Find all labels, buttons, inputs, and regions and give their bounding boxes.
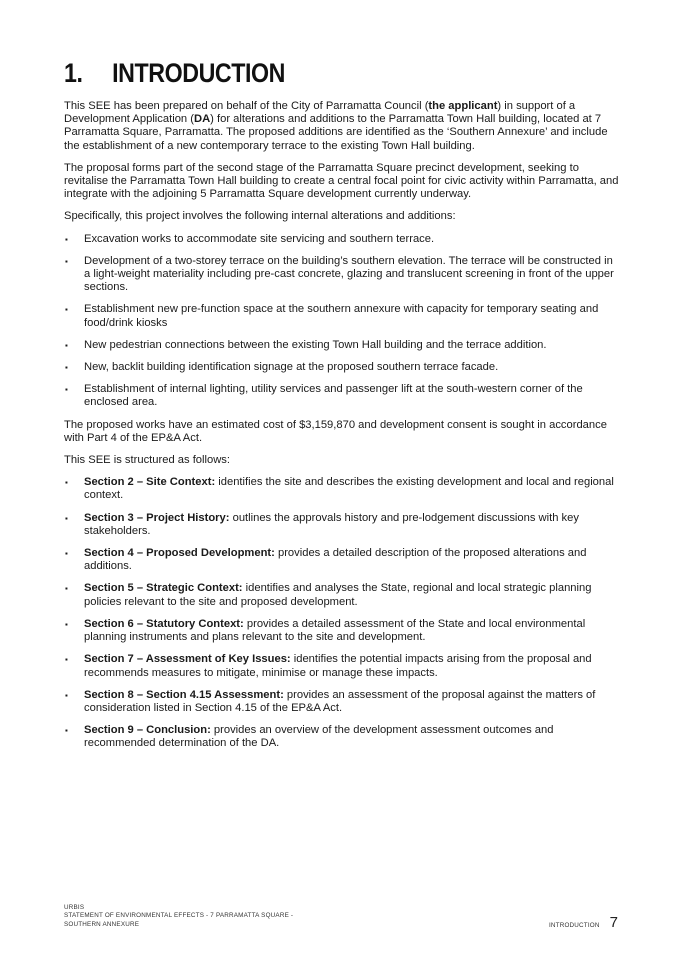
bullet-icon: ▪ xyxy=(65,256,68,266)
section-title: Section 4 – Proposed Development: xyxy=(84,547,275,560)
works-list-item xyxy=(64,303,620,329)
works-list-item xyxy=(64,339,620,352)
section-title: Section 7 – Assessment of Key Issues: xyxy=(84,653,291,666)
sections-list-item xyxy=(64,724,620,750)
sections-list-item xyxy=(64,653,620,679)
works-list-item xyxy=(64,383,620,409)
bullet-icon: ▪ xyxy=(65,340,68,350)
bullet-icon: ▪ xyxy=(65,305,68,315)
sections-list-item xyxy=(64,476,620,502)
bullet-icon: ▪ xyxy=(65,478,68,488)
section-title: Section 9 – Conclusion: xyxy=(84,724,211,737)
section-title: Section 6 – Statutory Context: xyxy=(84,617,244,630)
section-title: Section 2 – Site Context: xyxy=(84,476,216,489)
footer-right xyxy=(549,914,618,931)
text-run: The proposal forms part of the second stage of the Parramatta Square precinct development, seeking to revitalise the Parramatta Town Hall building to create a central focal point for civic activity within Parramatta, and integrate with the adjoining 5 Parramatta Square development currently underway. xyxy=(64,161,619,201)
cost-paragraph: The proposed works have an estimated cost of $3,159,870 and development consent is sought in accordance with Part 4 of the EP&A Act. xyxy=(64,418,607,444)
works-item-text: New pedestrian connections between the existing Town Hall building and the terrace addition. xyxy=(84,338,547,351)
works-item-text: New, backlit building identification signage at the proposed southern terrace facade. xyxy=(84,361,499,374)
works-item-text: Establishment of internal lighting, utility services and passenger lift at the south-western corner of the enclosed area. xyxy=(84,383,583,409)
works-list xyxy=(64,233,620,410)
sections-list-item xyxy=(64,689,620,715)
bullet-icon: ▪ xyxy=(65,690,68,700)
works-list-item xyxy=(64,233,620,246)
section-description: provides a detailed description of the proposed alterations and additions. xyxy=(84,547,587,573)
section-description: provides an assessment of the proposal against the matters of consideration listed in Section 4.15 of the EP&A Act. xyxy=(84,688,596,714)
footer-left xyxy=(64,904,293,929)
bold-text: the applicant xyxy=(428,100,498,112)
bullet-icon: ▪ xyxy=(65,726,68,736)
section-title: Section 5 – Strategic Context: xyxy=(84,582,243,595)
structure-intro: This SEE is structured as follows: xyxy=(64,454,231,467)
section-description: identifies and analyses the State, regional and local strategic planning policies relevant to the site and proposed development. xyxy=(84,582,592,608)
page-number: 7 xyxy=(609,914,618,931)
bullet-icon: ▪ xyxy=(65,513,68,523)
works-item-text: Establishment new pre-function space at the southern annexure with capacity for temporary seating and food/drink kiosks xyxy=(84,303,599,329)
sections-list-item xyxy=(64,512,620,538)
section-description: identifies the potential impacts arising from the proposal and recommends measures to mitigate, minimise or manage these impacts. xyxy=(84,653,592,679)
footer-doc-title-line2: SOUTHERN ANNEXURE xyxy=(64,920,140,928)
heading-number: 1. xyxy=(64,58,83,88)
footer-section-label: INTRODUCTION xyxy=(548,922,600,929)
sections-list xyxy=(64,476,620,750)
intro-paragraph xyxy=(64,162,620,202)
bullet-icon: ▪ xyxy=(65,549,68,559)
bullet-icon: ▪ xyxy=(65,363,68,373)
footer-company: URBIS xyxy=(64,904,85,911)
works-list-item xyxy=(64,361,620,374)
works-item-text: Excavation works to accommodate site servicing and southern terrace. xyxy=(84,232,435,245)
section-description: outlines the approvals history and pre-lodgement discussions with key stakeholders. xyxy=(84,511,579,537)
heading-title: INTRODUCTION xyxy=(112,58,286,88)
section-title: Section 3 – Project History: xyxy=(84,511,230,524)
intro-paragraphs xyxy=(64,100,620,224)
text-run: Specifically, this project involves the following internal alterations and additions: xyxy=(64,210,456,223)
sections-list-item xyxy=(64,618,620,644)
works-list-item xyxy=(64,255,620,295)
section-title: Section 8 – Section 4.15 Assessment: xyxy=(84,688,284,701)
footer-doc-title-line1: STATEMENT OF ENVIRONMENTAL EFFECTS - 7 PARRAMATTA SQUARE - xyxy=(64,912,294,920)
bullet-icon: ▪ xyxy=(65,584,68,594)
sections-list-item xyxy=(64,582,620,608)
text-run: This SEE has been prepared on behalf of the City of Parramatta Council ( xyxy=(64,100,429,112)
section-description: provides a detailed assessment of the State and local environmental planning instruments and plans relevant to the site and development. xyxy=(84,617,586,644)
bullet-icon: ▪ xyxy=(65,234,68,244)
bullet-icon: ▪ xyxy=(65,655,68,665)
text-run: ) in support of a Development Application ( xyxy=(64,100,576,126)
intro-paragraph xyxy=(64,100,620,153)
bullet-icon: ▪ xyxy=(65,385,68,395)
bullet-icon: ▪ xyxy=(65,619,68,629)
sections-list-item xyxy=(64,547,620,573)
intro-paragraph xyxy=(64,210,620,223)
page-heading xyxy=(64,58,285,89)
bold-text: DA xyxy=(193,113,211,126)
section-description: identifies the site and describes the existing development and local and regional context. xyxy=(84,476,614,502)
body-content xyxy=(64,100,620,760)
works-item-text: Development of a two-storey terrace on the building’s southern elevation. The terrace will be constructed in a light-weight materiality including pre-cast concrete, glazing and translucent screening in front of the upper sections. xyxy=(84,254,614,294)
text-run: ) for alterations and additions to the Parramatta Town Hall building, located at 7 Parramatta Square, Parramatta. The proposed additions are identified as the ‘Southern Annexure’ and include the establishment of a new contemporary terrace to the existing Town Hall building. xyxy=(64,113,608,152)
section-description: provides an overview of the development assessment outcomes and recommended determination of the DA. xyxy=(84,724,554,750)
